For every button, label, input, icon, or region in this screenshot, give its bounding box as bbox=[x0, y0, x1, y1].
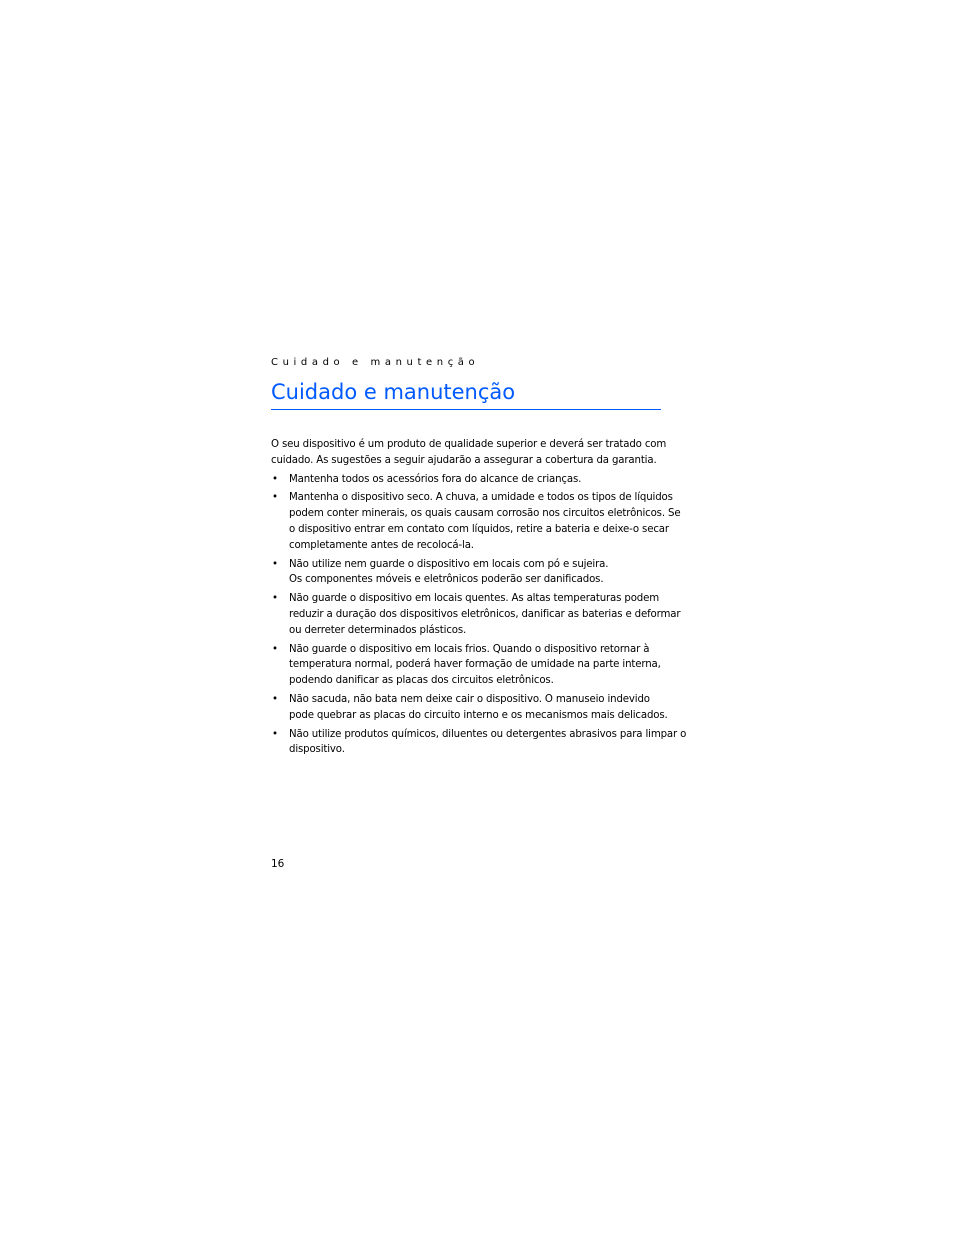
list-item-line: temperatura normal, poderá haver formação de umidade na parte interna, bbox=[289, 659, 661, 671]
list-item-line: reduzir a duração dos dispositivos eletrônicos, danificar as baterias e deformar bbox=[289, 608, 681, 620]
list-item-line: Mantenha todos os acessórios fora do alcance de crianças. bbox=[289, 473, 582, 485]
list-item-line: dispositivo. bbox=[289, 744, 345, 756]
list-item bbox=[271, 472, 671, 488]
list-item-line: Mantenha o dispositivo seco. A chuva, a umidade e todos os tipos de líquidos bbox=[289, 492, 673, 504]
list-item-line: Não utilize nem guarde o dispositivo em locais com pó e sujeira. bbox=[289, 558, 609, 570]
list-item-line: podendo danificar as placas dos circuitos eletrônicos. bbox=[289, 675, 554, 687]
list-item-line: o dispositivo entrar em contato com líquidos, retire a bateria e deixe-o secar bbox=[289, 523, 669, 535]
bullet-icon: • bbox=[272, 693, 278, 705]
list-item bbox=[271, 557, 671, 589]
list-item bbox=[271, 591, 681, 638]
list-item-line: Não guarde o dispositivo em locais frios. Quando o dispositivo retornar à bbox=[289, 643, 650, 655]
list-item bbox=[271, 727, 687, 759]
bullet-icon: • bbox=[272, 643, 278, 655]
bullet-icon: • bbox=[272, 593, 278, 605]
list-item-line: Não guarde o dispositivo em locais quentes. As altas temperaturas podem bbox=[289, 593, 659, 605]
body-text bbox=[271, 437, 687, 761]
list-item bbox=[271, 642, 671, 689]
running-header: Cuidado e manutenção bbox=[271, 357, 480, 368]
list-item-line: Não utilize produtos químicos, diluentes ou detergentes abrasivos para limpar o bbox=[289, 728, 687, 740]
bullet-icon: • bbox=[272, 728, 278, 740]
list-item-line: pode quebrar as placas do circuito interno e os mecanismos mais delicados. bbox=[289, 709, 668, 721]
intro-line: O seu dispositivo é um produto de qualidade superior e deverá ser tratado com bbox=[271, 439, 667, 450]
bullet-icon: • bbox=[272, 558, 278, 570]
bullet-icon: • bbox=[272, 492, 278, 504]
page-number: 16 bbox=[271, 858, 285, 870]
list-item-line: completamente antes de recolocá-la. bbox=[289, 539, 474, 551]
list-item-line: podem conter minerais, os quais causam corrosão nos circuitos eletrônicos. Se bbox=[289, 508, 681, 520]
care-tips-list bbox=[271, 472, 687, 759]
bullet-icon: • bbox=[272, 473, 278, 485]
list-item bbox=[271, 692, 671, 724]
intro-paragraph bbox=[271, 437, 671, 469]
page-title: Cuidado e manutenção bbox=[271, 378, 661, 410]
list-item bbox=[271, 490, 681, 553]
list-item-line: Os componentes móveis e eletrônicos poderão ser danificados. bbox=[289, 574, 604, 586]
intro-line: cuidado. As sugestões a seguir ajudarão a assegurar a cobertura da garantia. bbox=[271, 454, 657, 466]
list-item-line: Não sacuda, não bata nem deixe cair o dispositivo. O manuseio indevido bbox=[289, 693, 650, 705]
list-item-line: ou derreter determinados plásticos. bbox=[289, 624, 467, 636]
